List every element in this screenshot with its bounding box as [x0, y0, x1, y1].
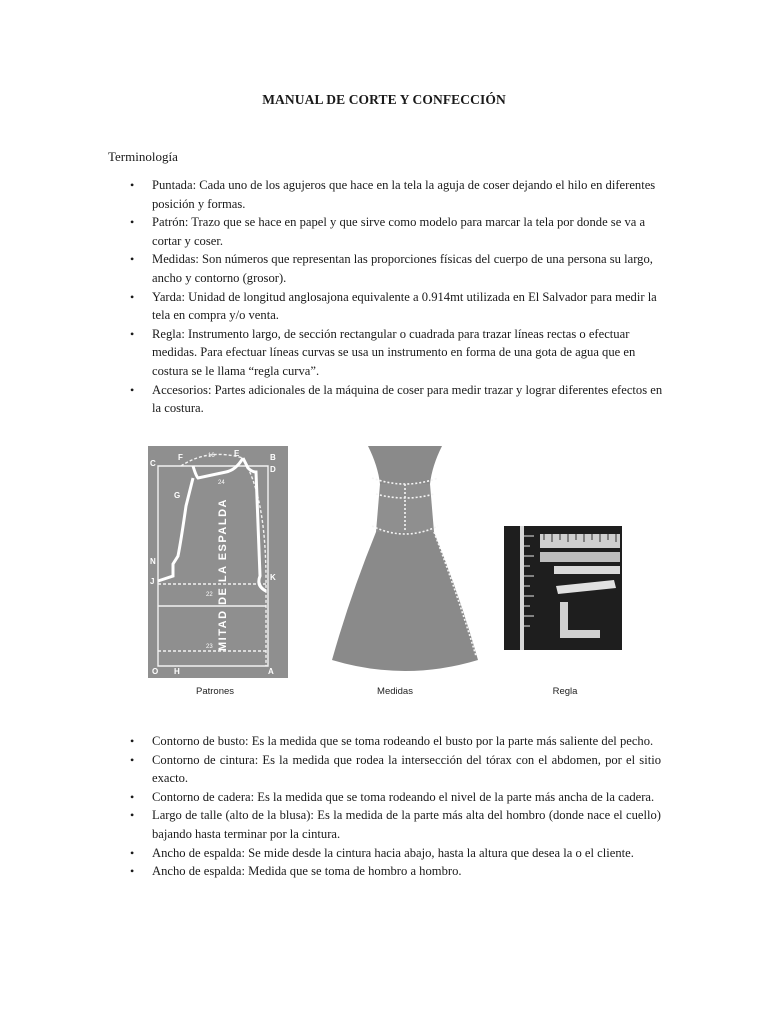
bullet-icon: •	[130, 215, 135, 230]
list-item	[108, 844, 661, 863]
list-item	[108, 288, 668, 325]
list-item	[108, 213, 668, 250]
illustrations-row	[140, 440, 630, 705]
pattern-label: G	[174, 491, 181, 500]
section-heading-terminologia: Terminología	[108, 149, 178, 164]
list-item	[108, 788, 661, 807]
pattern-label: J	[150, 577, 155, 586]
pattern-label: O	[152, 667, 159, 676]
list-item	[108, 381, 668, 418]
term-text: Accesorios: Partes adicionales de la máquina de coser para medir trazar y lograr diferentes efectos en la costura.	[152, 382, 663, 416]
pattern-number: 24	[218, 480, 225, 486]
measurement-text: Largo de talle (alto de la blusa): Es la medida de la parte más alta del hombro (donde nace el cuello) bajando hasta terminar por la cintura.	[152, 808, 661, 841]
pattern-label: D	[270, 465, 276, 474]
term-text: Puntada: Cada uno de los agujeros que hace en la tela la aguja de coser dejando el hilo en diferentes posición y formas.	[152, 178, 656, 211]
bullet-icon: •	[130, 382, 135, 397]
bullet-icon: •	[130, 752, 135, 767]
bullet-icon: •	[130, 289, 135, 304]
pattern-illustration	[148, 446, 288, 678]
bullet-icon: •	[130, 864, 135, 879]
list-item	[108, 250, 668, 287]
figure-caption-medidas: Medidas	[377, 686, 413, 697]
bullet-icon: •	[130, 734, 135, 748]
term-text: Patrón: Trazo que se hace en papel y que sirve como modelo para marcar la tela por donde se va a cortar y coser.	[152, 215, 646, 248]
list-item	[108, 751, 661, 788]
pattern-label: A	[268, 667, 274, 676]
bullet-icon: •	[130, 178, 135, 192]
pattern-number: 16	[208, 453, 215, 459]
terminology-list	[108, 176, 668, 418]
figure-caption-regla: Regla	[552, 686, 578, 697]
bullet-icon: •	[130, 845, 135, 860]
term-text: Yarda: Unidad de longitud anglosajona equivalente a 0.914mt utilizada en El Salvador para medir la tela en compra y/o venta.	[152, 289, 657, 323]
term-text: Medidas: Son números que representan las proporciones físicas del cuerpo de una persona su largo, ancho y contorno (grosor).	[152, 252, 653, 285]
measurement-text: Contorno de cintura: Es la medida que rodea la intersección del tórax con el abdomen, por el sitio exacto.	[152, 752, 661, 786]
bullet-icon: •	[130, 326, 135, 341]
list-item	[108, 862, 661, 881]
bullet-icon: •	[130, 789, 135, 804]
pattern-label: B	[270, 453, 276, 462]
pattern-label: E	[234, 449, 240, 458]
pattern-caption-text: MITAD DE LA ESPALDA	[217, 498, 229, 651]
skirt-measurements-illustration	[330, 446, 480, 676]
list-item	[108, 176, 668, 213]
measurements-list	[108, 732, 661, 881]
measurement-text: Contorno de cadera: Es la medida que se toma rodeando el nivel de la parte más ancha de la cadera.	[152, 789, 655, 804]
bullet-icon: •	[130, 808, 135, 823]
pattern-label: H	[174, 667, 180, 676]
measurement-text: Contorno de busto: Es la medida que se toma rodeando el busto por la parte más saliente del pecho.	[152, 734, 654, 748]
document-title: MANUAL DE CORTE Y CONFECCIÓN	[262, 92, 506, 107]
pattern-number: 23	[206, 644, 213, 650]
figure-caption-patrones: Patrones	[195, 686, 235, 697]
measurement-text: Ancho de espalda: Se mide desde la cintura hacia abajo, hasta la altura que desea la o el cliente.	[152, 845, 634, 860]
measurement-text: Ancho de espalda: Medida que se toma de hombro a hombro.	[152, 864, 462, 879]
term-text: Regla: Instrumento largo, de sección rectangular o cuadrada para trazar líneas rectas o efectuar medidas. Para efectuar líneas curvas se usa un instrumento en forma de una gota de agua que en costura se le llama “regla curva”.	[152, 326, 636, 378]
ruler-illustration	[504, 526, 622, 650]
pattern-number: 22	[206, 592, 213, 598]
bullet-icon: •	[130, 252, 135, 267]
pattern-label: C	[150, 459, 156, 468]
list-item	[108, 806, 661, 843]
list-item	[108, 325, 668, 381]
list-item	[108, 732, 661, 751]
pattern-label: N	[150, 557, 156, 566]
pattern-label: F	[178, 453, 183, 462]
pattern-label: K	[270, 573, 276, 582]
